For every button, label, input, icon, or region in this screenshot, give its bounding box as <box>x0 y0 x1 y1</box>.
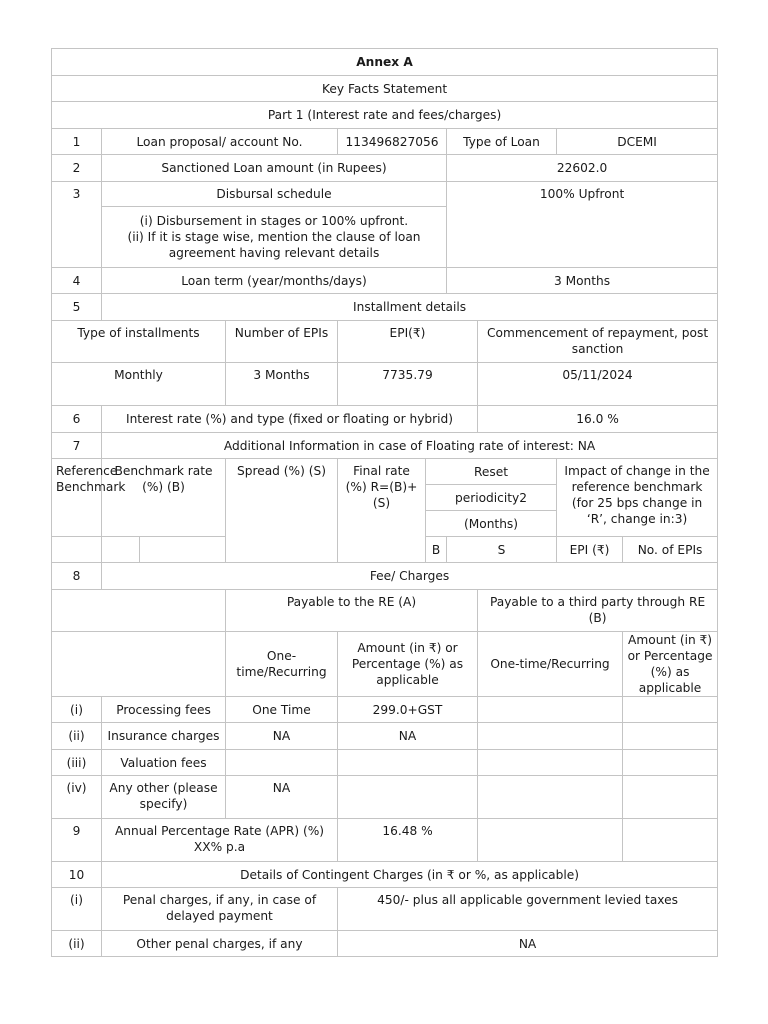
annex-title: Annex A <box>52 49 718 76</box>
payable-re-header: Payable to the RE (A) <box>226 590 478 632</box>
disbursal-value: 100% Upfront <box>447 182 718 268</box>
row-contingent-charges <box>52 862 718 888</box>
installment-type-value: Monthly <box>52 363 226 406</box>
fee-row-number: (ii) <box>52 723 102 750</box>
empty-cell <box>102 537 140 563</box>
epi-header: EPI(₹) <box>338 321 478 363</box>
row-sanctioned-amount <box>52 155 718 182</box>
installment-header-row <box>52 321 718 363</box>
fee-label: Any other (please specify) <box>102 776 226 819</box>
empty-cell <box>140 537 226 563</box>
fee-re-amount: NA <box>338 723 478 750</box>
fee-third-type <box>478 723 623 750</box>
no-of-epis-header: No. of EPIs <box>623 537 718 563</box>
fee-third-type <box>478 750 623 776</box>
row-disbursal <box>52 182 718 207</box>
row-loan-term <box>52 268 718 294</box>
row-fee-charges <box>52 563 718 590</box>
fee-third-amount <box>623 723 718 750</box>
installment-type-header: Type of installments <box>52 321 226 363</box>
epi-count-value: 3 Months <box>226 363 338 406</box>
epi-count-header: Number of EPIs <box>226 321 338 363</box>
document-subtitle: Key Facts Statement <box>52 76 718 102</box>
fee-column-header-row <box>52 632 718 697</box>
epi-value: 7735.79 <box>338 363 478 406</box>
re-amount-header: Amount (in ₹) or Percentage (%) as applicable <box>338 632 478 697</box>
fee-row <box>52 697 718 723</box>
contingent-row-number: (ii) <box>52 931 102 957</box>
installment-values-row <box>52 363 718 406</box>
part-heading: Part 1 (Interest rate and fees/charges) <box>52 102 718 129</box>
fee-row-number: (iv) <box>52 776 102 819</box>
fee-third-amount <box>623 750 718 776</box>
loan-type-value: DCEMI <box>557 129 718 155</box>
fee-re-amount <box>338 776 478 819</box>
reset-header: Reset <box>426 459 557 485</box>
fee-re-type: One Time <box>226 697 338 723</box>
fee-third-type <box>478 697 623 723</box>
disbursal-note: (i) Disbursement in stages or 100% upfront. (ii) If it is stage wise, mention the clause of loan agreement having relevant details <box>102 207 447 268</box>
contingent-row <box>52 888 718 931</box>
contingent-row-number: (i) <box>52 888 102 931</box>
fee-row-number: (iii) <box>52 750 102 776</box>
contingent-row <box>52 931 718 957</box>
third-amount-header: Amount (in ₹) or Percentage (%) as applicable <box>623 632 718 697</box>
apr-third-type <box>478 819 623 862</box>
fee-re-type: NA <box>226 723 338 750</box>
contingent-label: Penal charges, if any, in case of delayed payment <box>102 888 338 931</box>
final-rate-header: Final rate (%) R=(B)+(S) <box>338 459 426 563</box>
months-header: (Months) <box>426 511 557 537</box>
contingent-charges-label: Details of Contingent Charges (in ₹ or %, as applicable) <box>102 862 718 888</box>
interest-rate-value: 16.0 % <box>478 406 718 433</box>
fee-re-type <box>226 750 338 776</box>
benchmark-rate-header: Benchmark rate (%) (B) <box>102 459 226 537</box>
epi-change-header: EPI (₹) <box>557 537 623 563</box>
fee-re-amount: 299.0+GST <box>338 697 478 723</box>
key-facts-table <box>51 48 718 957</box>
apr-value: 16.48 % <box>338 819 478 862</box>
fee-re-type: NA <box>226 776 338 819</box>
row-floating-info <box>52 433 718 459</box>
fee-re-amount <box>338 750 478 776</box>
fee-row-number: (i) <box>52 697 102 723</box>
disbursal-label: Disbursal schedule <box>102 182 447 207</box>
row-number: 5 <box>52 294 102 321</box>
contingent-value: 450/- plus all applicable government levied taxes <box>338 888 718 931</box>
fee-row <box>52 750 718 776</box>
commencement-header: Commencement of repayment, post sanction <box>478 321 718 363</box>
row-number: 8 <box>52 563 102 590</box>
commencement-value: 05/11/2024 <box>478 363 718 406</box>
fee-row <box>52 723 718 750</box>
row-number: 9 <box>52 819 102 862</box>
periodicity-header: periodicity2 <box>426 485 557 511</box>
fee-third-amount <box>623 776 718 819</box>
contingent-value: NA <box>338 931 718 957</box>
spread-header: Spread (%) (S) <box>226 459 338 563</box>
b-header: B <box>426 537 447 563</box>
interest-rate-label: Interest rate (%) and type (fixed or floating or hybrid) <box>102 406 478 433</box>
fee-label: Insurance charges <box>102 723 226 750</box>
row-interest-rate <box>52 406 718 433</box>
row-number: 3 <box>52 182 102 268</box>
loan-term-label: Loan term (year/months/days) <box>102 268 447 294</box>
sanctioned-amount-label: Sanctioned Loan amount (in Rupees) <box>102 155 447 182</box>
loan-type-label: Type of Loan <box>447 129 557 155</box>
floating-info-label: Additional Information in case of Floating rate of interest: NA <box>102 433 718 459</box>
payable-third-party-header: Payable to a third party through RE (B) <box>478 590 718 632</box>
empty-cell <box>52 632 226 697</box>
fee-third-amount <box>623 697 718 723</box>
row-apr <box>52 819 718 862</box>
empty-cell <box>52 537 102 563</box>
contingent-label: Other penal charges, if any <box>102 931 338 957</box>
fee-payable-header-row <box>52 590 718 632</box>
fee-charges-label: Fee/ Charges <box>102 563 718 590</box>
row-installment-details <box>52 294 718 321</box>
loan-term-value: 3 Months <box>447 268 718 294</box>
row-number: 10 <box>52 862 102 888</box>
sanctioned-amount-value: 22602.0 <box>447 155 718 182</box>
s-header: S <box>447 537 557 563</box>
apr-label: Annual Percentage Rate (APR) (%) XX% p.a <box>102 819 338 862</box>
third-one-time-header: One-time/Recurring <box>478 632 623 697</box>
reference-benchmark-header: Reference Benchmark <box>52 459 102 537</box>
row-number: 6 <box>52 406 102 433</box>
fee-label: Valuation fees <box>102 750 226 776</box>
floating-header-row <box>52 459 718 485</box>
fee-label: Processing fees <box>102 697 226 723</box>
row-number: 7 <box>52 433 102 459</box>
loan-account-value: 113496827056 <box>338 129 447 155</box>
installment-details-label: Installment details <box>102 294 718 321</box>
apr-third-amount <box>623 819 718 862</box>
fee-row <box>52 776 718 819</box>
loan-account-label: Loan proposal/ account No. <box>102 129 338 155</box>
empty-cell <box>52 590 226 632</box>
row-number: 2 <box>52 155 102 182</box>
row-loan-account <box>52 129 718 155</box>
impact-header: Impact of change in the reference benchmark (for 25 bps change in ‘R’, change in:3) <box>557 459 718 537</box>
fee-third-type <box>478 776 623 819</box>
row-number: 1 <box>52 129 102 155</box>
re-one-time-header: One-time/Recurring <box>226 632 338 697</box>
row-number: 4 <box>52 268 102 294</box>
